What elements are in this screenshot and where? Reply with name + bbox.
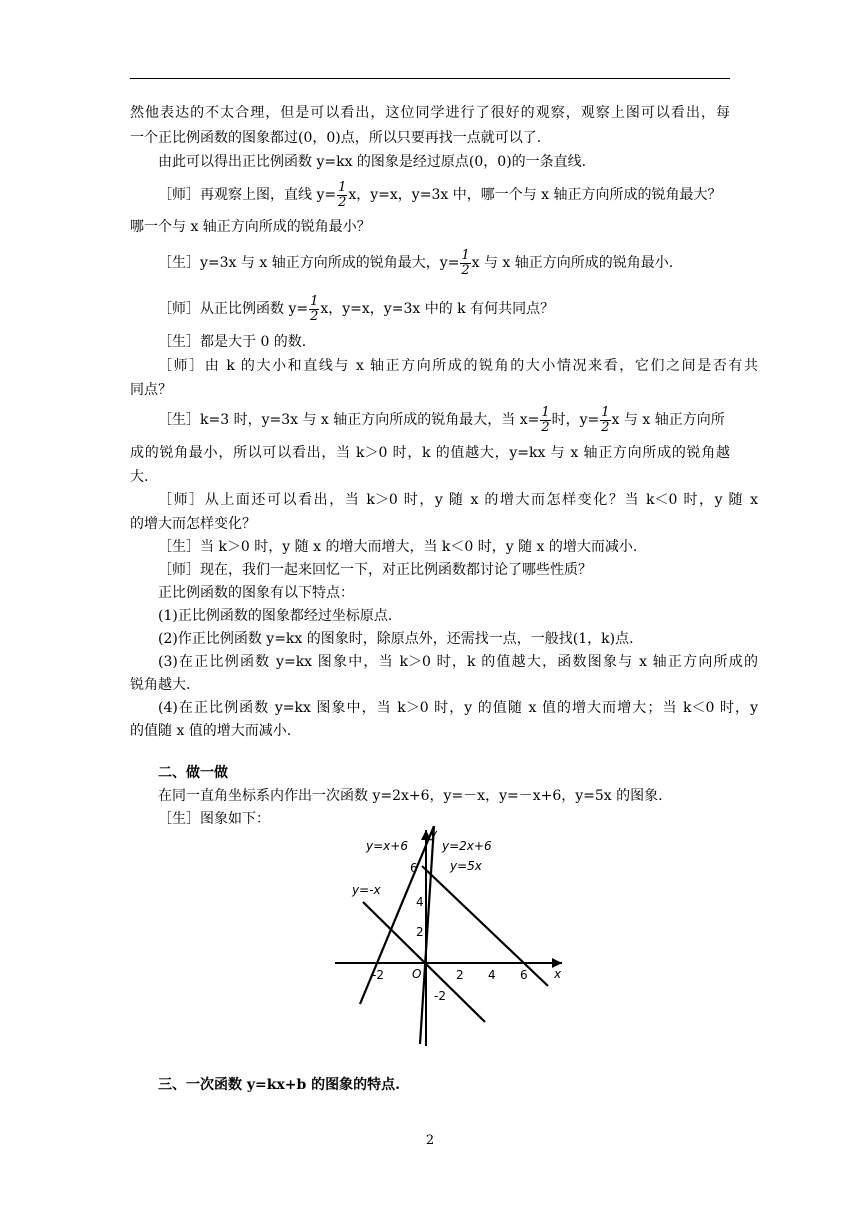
- tick-x: 6: [520, 968, 528, 982]
- text-line: ［师］再观察上图，直线 y= $\frac{1}{2}$ x，y=x，y=3x 中，哪一个与 x 轴正方向所成的锐角最大？: [158, 179, 722, 210]
- tick-y: -2: [434, 989, 446, 1003]
- text-line: 锐角越大.: [130, 677, 191, 693]
- tick-y: 4: [416, 895, 424, 909]
- fraction: $\frac{1}{2}$: [310, 293, 319, 324]
- text-line: 成的锐角最小，所以可以看出，当 k＞0 时，k 的值越大，y=kx 与 x 轴正方向所成的锐角越: [130, 445, 730, 461]
- text-line: 的增大而怎样变化？: [130, 516, 256, 532]
- fraction: $\frac{1}{2}$: [461, 247, 470, 278]
- text-line: 一个正比例函数的图象都过(0，0)点，所以只要再找一点就可以了.: [130, 130, 542, 146]
- section-heading: 三、一次函数 y=kx+b 的图象的特点.: [158, 1077, 401, 1093]
- tick-x: -2: [372, 968, 384, 982]
- text-line: ［生］都是大于 0 的数.: [158, 334, 307, 350]
- text-line: 由此可以得出正比例函数 y=kx 的图象是经过原点(0，0)的一条直线.: [158, 154, 587, 170]
- text-line: 在同一直角坐标系内作出一次函数 y=2x+6，y=－x，y=－x+6，y=5x 的图象.: [158, 788, 663, 804]
- text-line: ［师］现在，我们一起来回忆一下，对正比例函数都讨论了哪些性质？: [158, 562, 592, 578]
- function-graph: [330, 826, 570, 1048]
- text-line: ［生］当 k＞0 时，y 随 x 的增大而增大，当 k＜0 时，y 随 x 的增大而减小.: [158, 539, 638, 555]
- text-line: ［生］k=3 时，y=3x 与 x 轴正方向所成的锐角最大，当 x= $\frac{1}{2}$ 时，y= $\frac{1}{2}$ x 与 x 轴正方向所: [158, 404, 725, 435]
- y-axis-label: y: [430, 827, 438, 841]
- label-y-neg-x: y=-x: [352, 883, 381, 897]
- text-line: ［师］由 k 的大小和直线与 x 轴正方向所成的锐角的大小情况来看，它们之间是否有共: [158, 358, 758, 374]
- fraction: $\frac{1}{2}$: [601, 404, 610, 435]
- fraction: $\frac{1}{2}$: [338, 179, 347, 210]
- label-y-5x: y=5x: [450, 859, 482, 873]
- label-y-x-plus-6: y=x+6: [366, 839, 408, 853]
- text-line: ［师］从正比例函数 y= $\frac{1}{2}$ x，y=x，y=3x 中的 k 有何共同点？: [158, 293, 555, 324]
- line-y-5x: [422, 866, 548, 986]
- text-line: ［生］y=3x 与 x 轴正方向所成的锐角最大，y= $\frac{1}{2}$ x 与 x 轴正方向所成的锐角最小.: [158, 247, 674, 278]
- text-line: (3)在正比例函数 y=kx 图象中，当 k＞0 时，k 的值越大，函数图象与 x 轴正方向所成的: [158, 654, 758, 670]
- section-heading: 二、做一做: [158, 765, 228, 781]
- text-line: (4)在正比例函数 y=kx 图象中，当 k＞0 时，y 的值随 x 值的增大而增大；当 k＜0 时，y: [158, 700, 758, 716]
- fraction: $\frac{1}{2}$: [541, 404, 550, 435]
- text-line: 的值随 x 值的增大而减小.: [130, 723, 292, 739]
- text-line: 正比例函数的图象有以下特点：: [158, 585, 354, 601]
- text-line: 大.: [130, 469, 149, 485]
- tick-x: 4: [488, 968, 496, 982]
- text-line: 同点？: [130, 382, 172, 398]
- origin-label: O: [412, 967, 422, 981]
- text-line: (2)作正比例函数 y=kx 的图象时，除原点外，还需找一点，一般找(1，k)点.: [158, 631, 634, 647]
- tick-y: 2: [416, 925, 424, 939]
- text-line: 哪一个与 x 轴正方向所成的锐角最小？: [130, 219, 371, 235]
- tick-y: 6: [410, 861, 418, 875]
- x-axis-label: x: [554, 967, 562, 981]
- page-number: 2: [425, 1133, 435, 1148]
- text-line: ［生］图象如下：: [158, 811, 270, 827]
- text-line: (1)正比例函数的图象都经过坐标原点.: [158, 608, 393, 624]
- text-line: ［师］从上面还可以看出，当 k＞0 时，y 随 x 的增大而怎样变化？当 k＜0 时，y 随 x: [158, 492, 758, 508]
- text-line: 然他表达的不太合理，但是可以看出，这位同学进行了很好的观察，观察上图可以看出，每: [130, 105, 730, 121]
- tick-x: 2: [456, 968, 464, 982]
- label-y-2x-plus-6: y=2x+6: [442, 839, 492, 853]
- header-rule: [130, 78, 730, 79]
